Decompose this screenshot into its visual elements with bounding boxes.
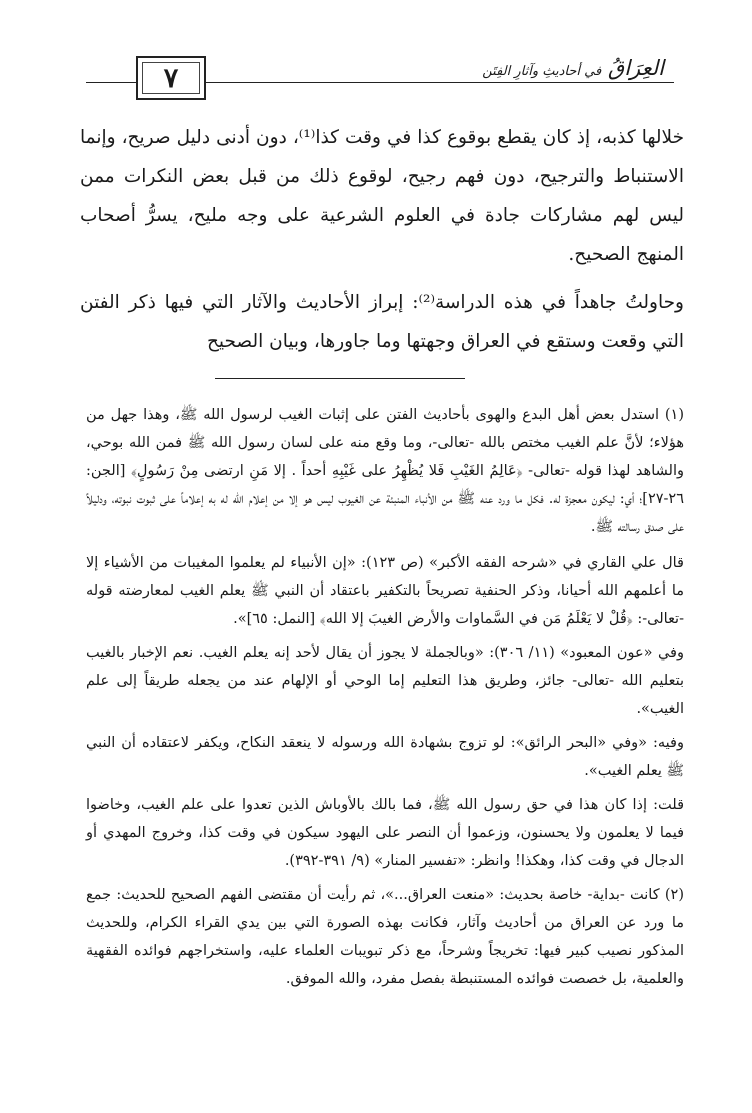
footnote-1-quote-qari: قال علي القاري في «شرحه الفقه الأكبر» (ص ١٢٣): «إن الأنبياء لم يعلموا المغيبات من الأشياء إلا ما أعلمهم الله أحيانا، وذكر الحنفية تصريحاً بالتكفير باعتقاد أن النبي ﷺ يعلم الغيب لمعارضته قوله -تعالى-: ﴿قُلْ لا يَعْلَمُ مَن في السَّماوات والأرض الغيبَ إلا الله﴾ [النمل: ٦٥]». <box>86 555 684 627</box>
book-title-main: العِرَاقُ <box>607 56 664 80</box>
footnote-separator <box>215 378 465 379</box>
page-header <box>86 48 674 106</box>
footnote-1-quote-bahr: وفيه: «وفي «البحر الرائق»: لو تزوج بشهادة الله ورسوله لا ينعقد النكاح، ويكفر لاعتقاده أن النبي ﷺ يعلم الغيب». <box>86 735 684 779</box>
page-number: ٧ <box>163 62 179 94</box>
page-number-box <box>136 56 206 100</box>
book-title-subtitle: في أحاديثِ وآثارِ الفِتَن <box>482 64 602 79</box>
footnote-1: (١) استدل بعض أهل البدع والهوى بأحاديث الفتن على إثبات الغيب لرسول الله ﷺ، وهذا جهل من هؤلاء؛ لأنَّ علم الغيب مختص بالله -تعالى-، وما وقع منه على لسان رسول الله ﷺ فمن الله بوحي، والشاهد لهذا قوله -تعالى- ﴿عَالِمُ الغَيْبِ فَلا يُظْهِرُ على غَيْبِهِ أحداً . إلا مَنِ ارتضى مِنْ رَسُولٍ﴾ [الجن: ٢٦-٢٧]؛ أي: ليكون معجزة له. فكل ما ورد عنه ﷺ من الأنباء المنبئة عن الغيوب ليس هو إلا من إعلام الله له به إعلاماً على ثبوت نبوته، ودليلاً على صدق رسالته ﷺ. <box>86 407 684 535</box>
book-title <box>474 56 672 80</box>
footnote-1-comment: قلت: إذا كان هذا في حق رسول الله ﷺ، فما بالك بالأوباش الذين تعدوا على علم الغيب، وخاضوا فيما لا يعلمون ولا يحسنون، وزعموا أن النصر على اليهود سيكون في وقت كذا، وخروج المهدي أو الدجال في وقت كذا، وهكذا! وانظر: «تفسير المنار» (٩/ ٣٩١-٣٩٢). <box>86 797 684 869</box>
footnote-2: (٢) كانت -بداية- خاصة بحديث: «منعت العراق...»، ثم رأيت أن مقتضى الفهم الصحيح للحديث: جمع ما ورد عن العراق من أحاديث وآثار، فكانت بهذه الصورة التي بين يدي القراء الكرام، وللحديث المذكور نصيب كبير فيها: تخريجاً وشرحاً، مع ذكر تبويبات العلماء عليه، واستخراجهم فوائده الفقهية والعلمية، بل خصصت فوائده المستنبطة بفصل مفرد، والله الموفق. <box>86 887 684 987</box>
main-paragraph: وحاولتُ جاهداً في هذه الدراسة⁽²⁾: إبراز الأحاديث والآثار التي فيها ذكر الفتن التي وقعت وستقع في العراق وجهتها وما جاورها، وبيان الصحيح <box>80 292 684 352</box>
main-paragraph: خلالها كذبه، إذ كان يقطع بوقوع كذا في وقت كذا⁽¹⁾، دون أدنى دليل صريح، وإنما الاستنباط والترجيح، دون فهم رجيح، لوقوع ذلك من قبل بعض النكرات ممن ليس لهم مشاركات جادة في العلوم الشرعية على وجه مليح، يسرُّ أصحاب المنهج الصحيح. <box>80 127 685 265</box>
main-text <box>80 118 684 361</box>
footnote-1-quote-awn: وفي «عون المعبود» (١١/ ٣٠٦): «وبالجملة لا يجوز أن يقال لأحد إنه يعلم الغيب. نعم الإخبار بالغيب بتعليم الله -تعالى- جائز، وطريق هذا التعليم إما الوحي أو الإلهام عند من يجعله طريقاً إلى علم الغيب». <box>86 645 684 717</box>
footnotes <box>86 401 684 999</box>
